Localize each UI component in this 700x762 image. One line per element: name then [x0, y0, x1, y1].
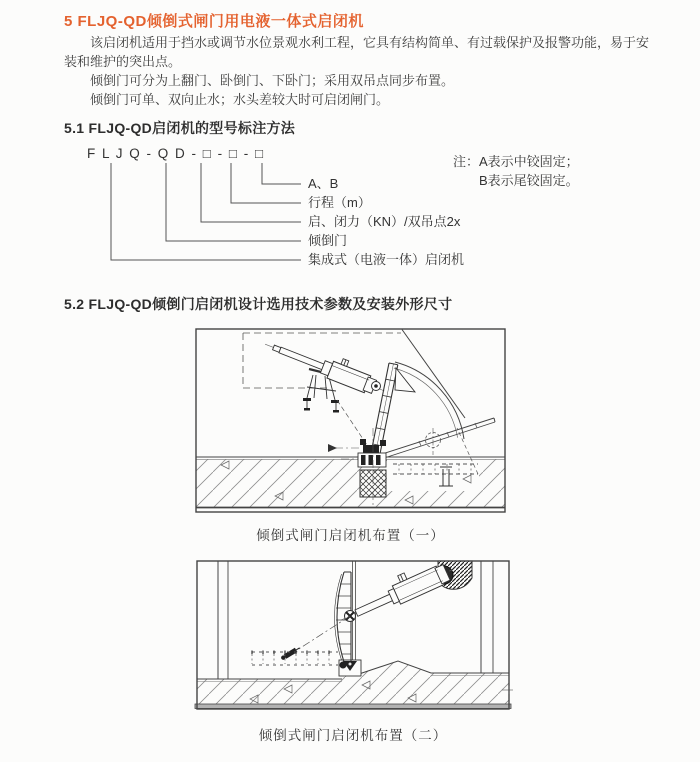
section-5-2-heading: 5.2 FLJQ-QD倾倒门启闭机设计选用技术参数及安装外形尺寸: [64, 296, 453, 312]
paragraph-3: 倾倒门可单、双向止水；水头差较大时可启闭闸门。: [90, 92, 390, 107]
paragraph-2: 倾倒门可分为上翻门、卧倒门、下卧门；采用双吊点同步布置。: [90, 73, 455, 88]
model-label-stroke: 行程（m）: [308, 195, 371, 210]
page-title: 5 FLJQ-QD倾倒式闸门用电液一体式启闭机: [64, 13, 364, 30]
note-line-2: B表示尾铰固定。: [479, 173, 579, 188]
model-label-gate-type: 倾倒门: [308, 233, 348, 248]
figure-2-caption: 倾倒式闸门启闭机布置（二）: [258, 728, 448, 743]
model-label-series: 集成式（电液一体）启闭机: [308, 252, 465, 267]
model-code: F L J Q - Q D - □ - □ - □: [87, 146, 265, 161]
intro-paragraphs: [64, 33, 650, 109]
figure-1-drawing: [195, 328, 506, 513]
figure-1-caption: 倾倒式闸门启闭机布置（一）: [256, 528, 445, 543]
model-label-force: 启、闭力（KN）/双吊点2x: [308, 214, 461, 229]
section-5-1-heading: 5.1 FLJQ-QD启闭机的型号标注方法: [64, 120, 296, 136]
paragraph-1: 该启闭机适用于挡水或调节水位景观水利工程，它具有结构简单、有过载保护及报警功能，易于安装和维护的突出点。: [64, 35, 650, 69]
note-line-1: 注：A表示中铰固定；: [453, 154, 579, 169]
figure-2-drawing: [192, 558, 514, 714]
model-label-ab: A、B: [308, 176, 339, 191]
